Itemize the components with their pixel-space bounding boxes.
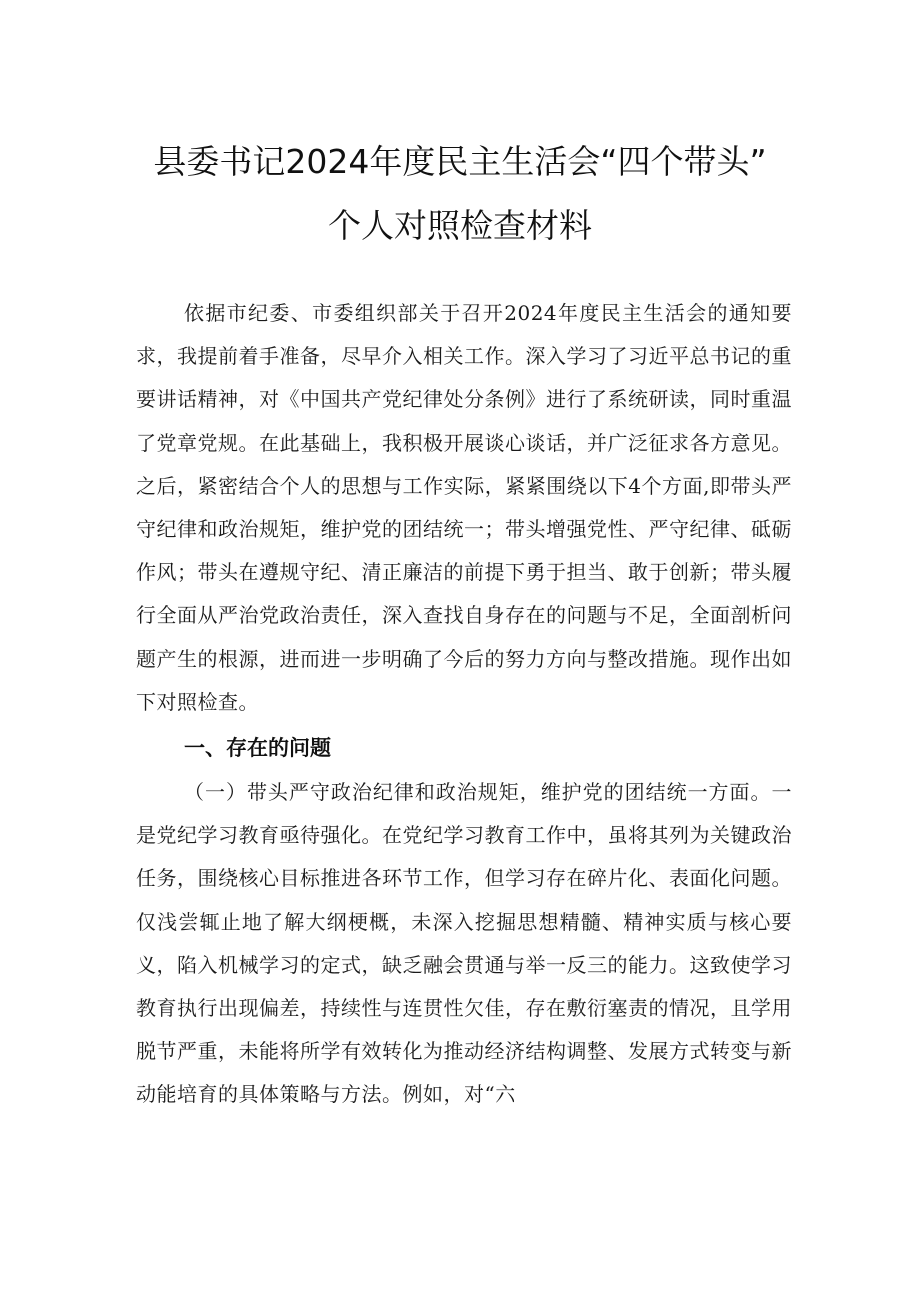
document-title-line-1: 县委书记2024年度民主生活会“四个带头”: [153, 142, 767, 181]
section-paragraph: （一）带头严守政治纪律和政治规矩，维护党的团结统一方面。一是党纪学习教育亟待强化。在党纪学习教育工作中，虽将其列为关键政治任务，围绕核心目标推进各环节工作，但学习存在碎片化、表面化问题。仅浅尝辄止地了解大纲梗概，未深入挖掘思想精髓、精神实质与核心要义，陷入机械学习的定式，缺乏融会贯通与举一反三的能力。这致使学习教育执行出现偏差，持续性与连贯性欠佳，存在敷衍塞责的情况，且学用脱节严重，未能将所学有效转化为推动经济结构调整、发展方式转变与新动能培育的具体策略与方法。例如，对“六: [136, 780, 792, 1107]
section-heading: 一、存在的问题: [184, 736, 331, 760]
document-title-line-2: 个人对照检查材料: [328, 206, 592, 245]
intro-paragraph: 依据市纪委、市委组织部关于召开2024年度民主生活会的通知要求，我提前着手准备，尽早介入相关工作。深入学习了习近平总书记的重要讲话精神，对《中国共产党纪律处分条例》进行了系统研读，同时重温了党章党规。在此基础上，我积极开展谈心谈话，并广泛征求各方意见。之后，紧密结合个人的思想与工作实际，紧紧围绕以下4个方面,即带头严守纪律和政治规矩，维护党的团结统一；带头增强党性、严守纪律、砥砺作风；带头在遵规守纪、清正廉洁的前提下勇于担当、敢于创新；带头履行全面从严治党政治责任，深入查找自身存在的问题与不足，全面剖析问题产生的根源，进而进一步明确了今后的努力方向与整改措施。现作出如下对照检查。: [136, 301, 792, 714]
